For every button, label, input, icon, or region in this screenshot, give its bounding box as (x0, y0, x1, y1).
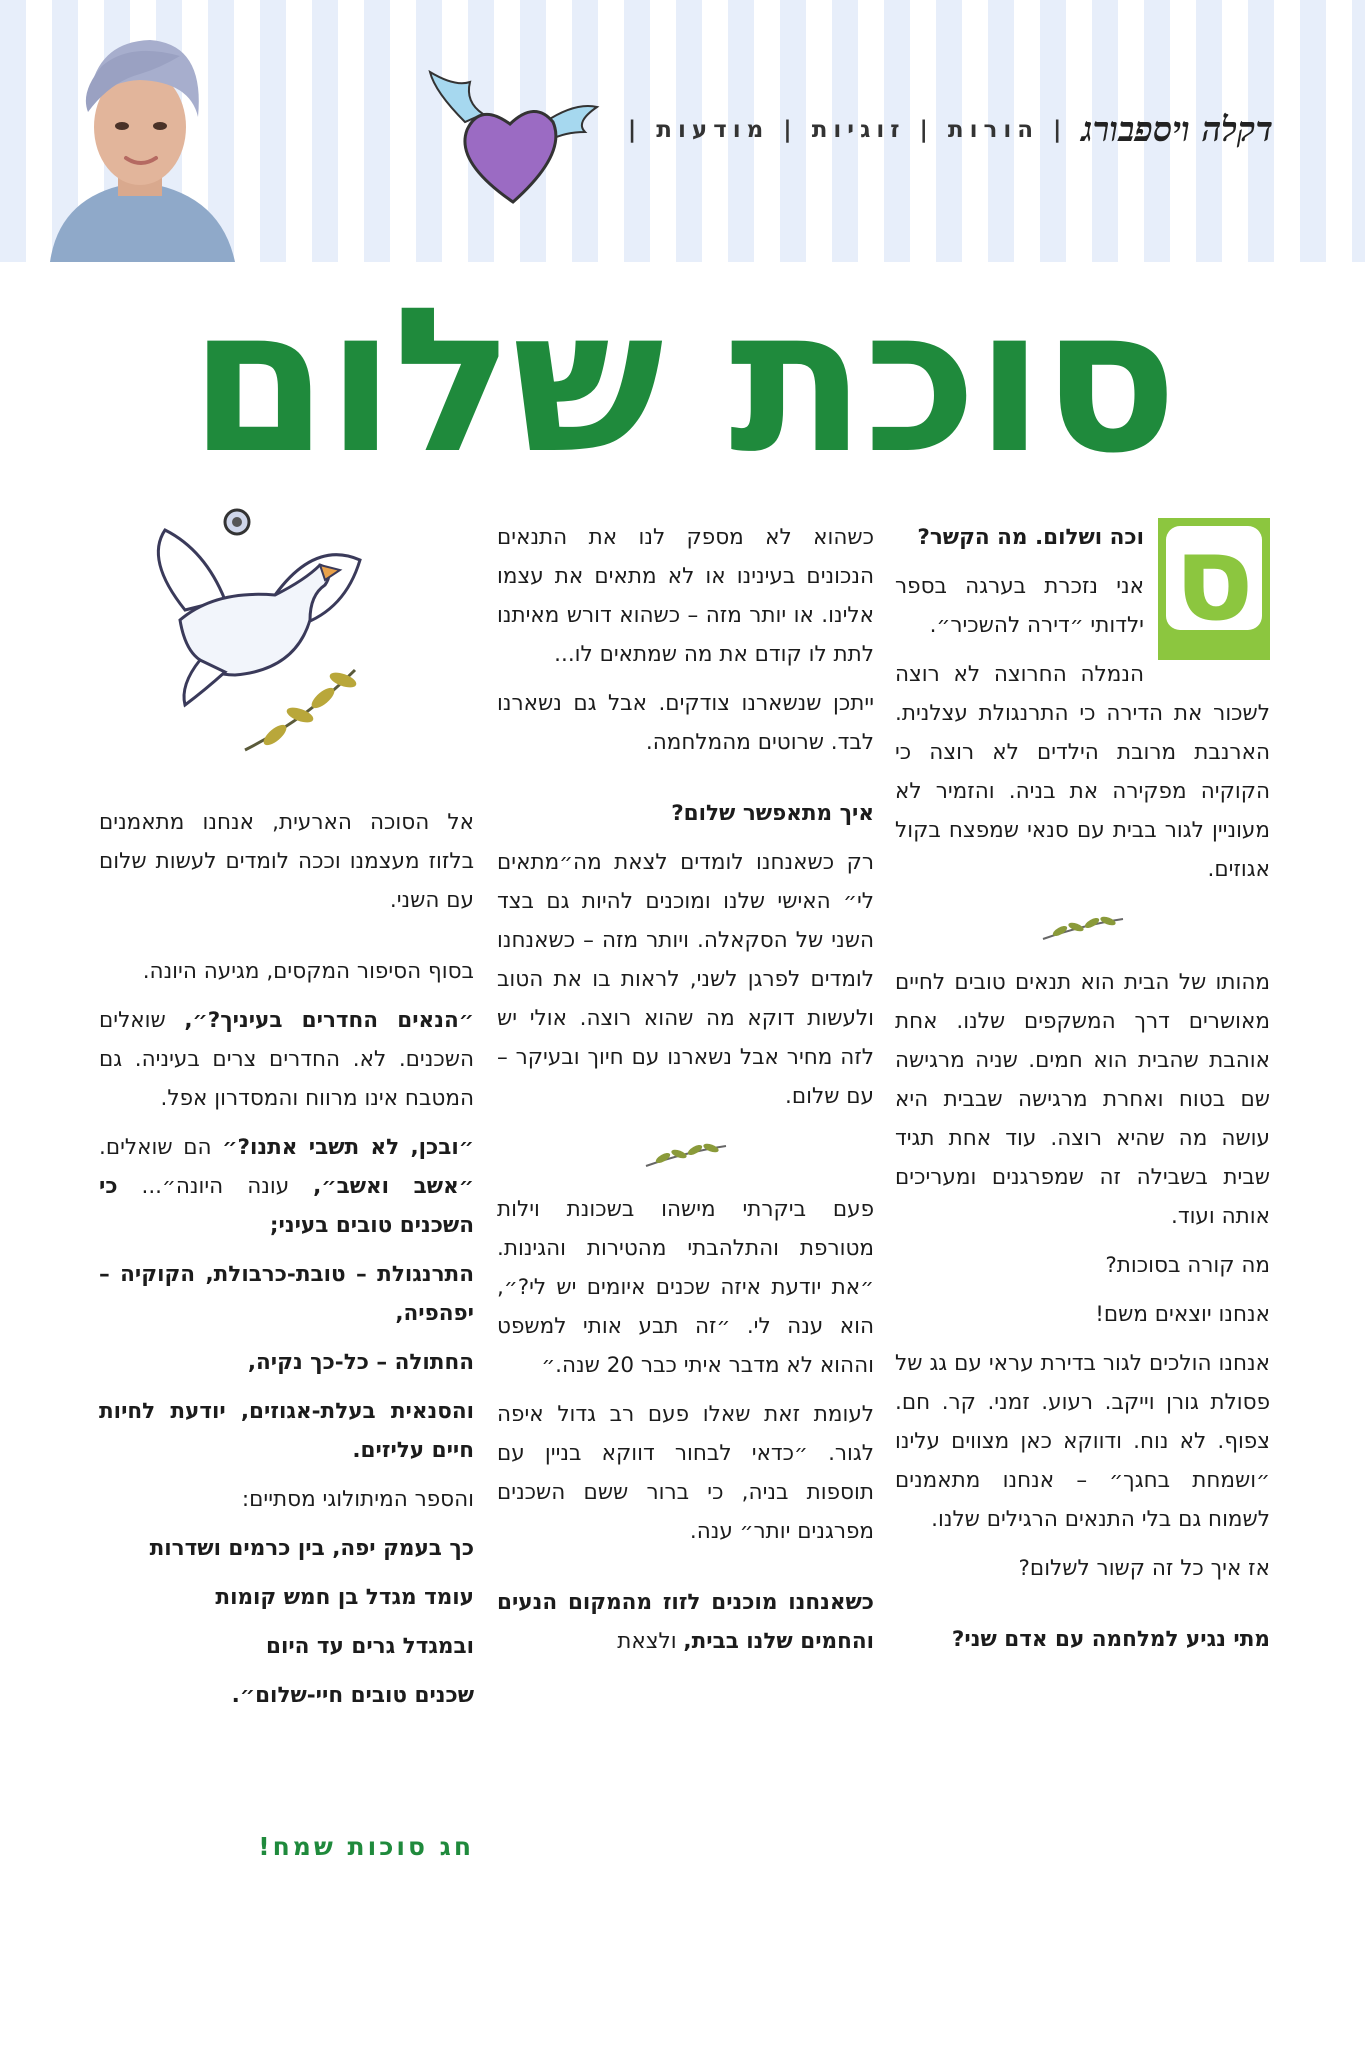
topic-separator: | (627, 117, 643, 143)
drop-cap: ס (1158, 518, 1270, 660)
topic-parenting: הורות (947, 117, 1040, 143)
paragraph: אל הסוכה הארעית, אנחנו מתאמנים בלזוז מעצמנו וככה לומדים לעשות שלום עם השני. (99, 810, 474, 913)
poem-line: והסנאית בעלת-אגוזים, יודעת לחיות חיים עליזים. (99, 1399, 474, 1463)
poem-line: עומד מגדל בן חמש קומות (215, 1585, 474, 1610)
article-title: סוכת שלום (189, 265, 1176, 498)
article-column-left (99, 803, 474, 1725)
paragraph: וכה ושלום. מה הקשר? (917, 525, 1144, 550)
paragraph: פעם ביקרתי מישהו בשכונת וילות מטורפת והתלהבתי מהטירות והגינות. ״את יודעת איזה שכנים איומים יש לי?״, הוא ענה לי. ״זה תבע אותי למשפט וההוא לא מדבר איתי כבר 20 שנה.״ (497, 1197, 874, 1378)
paragraph: רק כשאנחנו לומדים לצאת מה״מתאים לי״ האישי שלנו ומוכנים להיות גם בצד השני של הסקאלה. ויותר מזה – כשאנחנו לומדים לפרגן לשני, לראות בו את הטוב ולעשות דוקא מה שהוא רוצה. אולי יש לזה מחיר אבל נשארנו עם חיוך ובעיקר – עם שלום. (497, 850, 874, 1109)
poem-line: החתולה – כל-כך נקיה, (247, 1350, 474, 1375)
topic-separator: | (919, 117, 934, 143)
paragraph: כשאנחנו מוכנים לזוז מהמקום הנעים והחמים שלנו בבית, ולצאת (497, 1590, 874, 1654)
dove-with-olive-branch-icon (125, 500, 400, 775)
byline (628, 110, 1273, 150)
author-name: דקלה ויספבורג (1081, 110, 1273, 150)
olive-branch-icon (1038, 911, 1128, 945)
article-column-right (895, 509, 1270, 1669)
paragraph: ״ובכן, לא תשבי אתנו?״ הם שואלים. ״אשב ואשב״, עונה היונה״... כי השכנים טובים בעיני; (99, 1135, 474, 1238)
paragraph: הנמלה החרוצה לא רוצה לשכור את הדירה כי התרנגולת עצלנית. הארנבת מרובת הילדים לא רוצה כי הקוקיה מפקירה את בניה. והזמיר לא מעוניין לגור בבית עם סנאי שמפצח בקול אגוזים. (895, 662, 1270, 882)
subheading: מתי נגיע למלחמה עם אדם שני? (951, 1627, 1270, 1652)
poem-line: ובמגדל גרים עד היום (265, 1634, 474, 1659)
paragraph: ״הנאים החדרים בעיניך?״, שואלים השכנים. לא. החדרים צרים בעיניה. גם המטבח אינו מרווח והמסדרון אפל. (99, 1008, 474, 1111)
paragraph: והספר המיתולוגי מסתיים: (241, 1487, 474, 1512)
poem-line: שכנים טובים חיי-שלום״. (231, 1683, 474, 1708)
paragraph: אנחנו הולכים לגור בדירת עראי עם גג של פסולת גורן וייקב. רעוע. זמני. קר. חם. צפוף. לא נוח. ודווקא כאן מצווים עלינו ״ושמחת בחגך״ – אנחנו מתאמנים לשמוח גם בלי התנאים הרגילים שלנו. (895, 1351, 1270, 1532)
paragraph: אנחנו יוצאים משם! (1095, 1302, 1270, 1327)
topic-separator: | (1053, 117, 1068, 143)
paragraph: כשהוא לא מספק לנו את התנאים הנכונים בעינינו או לא מתאים את עצמו אלינו. או יותר מזה – כשהוא דורש מאיתנו לתת לו קודם את מה שמתאים לו... (497, 525, 874, 667)
paragraph: אני נזכרת בערגה בספר ילדותי ״דירה להשכיר״. (895, 574, 1144, 638)
paragraph: ייתכן שנשארנו צודקים. אבל גם נשארנו לבד. שרוטים מהמלחמה. (497, 691, 874, 755)
topic-separator: | (783, 117, 798, 143)
paragraph: אז איך כל זה קשור לשלום? (1018, 1556, 1270, 1581)
poem-line: התרנגולת – טובת-כרבולת, הקוקיה – יפהפיה, (99, 1262, 474, 1326)
closing-greeting: חג סוכות שמח! (258, 1832, 474, 1861)
paragraph: מהותו של הבית הוא תנאים טובים לחיים מאושרים דרך המשקפים שלנו. אחת אוהבת שהבית הוא חמים. שניה מרגישה שם בטוח ואחרת מרגישה שבבית היא עושה מה שהיא רוצה. עוד אחת תגיד שבית בשבילה זה שמפרגנים ומעריכים אותה ועוד. (895, 970, 1270, 1229)
topic-relationships: זוגיות (811, 117, 906, 143)
author-portrait (40, 22, 240, 262)
paragraph: מה קורה בסוכות? (1105, 1253, 1270, 1278)
heart-with-wings-icon (425, 62, 600, 212)
poem-line: כך בעמק יפה, בין כרמים ושדרות (149, 1536, 474, 1561)
article-column-middle (497, 518, 874, 1671)
topic-awareness: מודעות (656, 117, 770, 143)
subheading: איך מתאפשר שלום? (671, 801, 874, 826)
paragraph: לעומת זאת שאלו פעם רב גדול איפה לגור. ״כדאי לבחור דווקא בניין עם תוספות בניה, כי ברור ששם השכנים מפרגנים יותר״ ענה. (497, 1402, 874, 1544)
olive-branch-icon (641, 1138, 731, 1172)
paragraph: בסוף הסיפור המקסים, מגיעה היונה. (142, 959, 474, 984)
